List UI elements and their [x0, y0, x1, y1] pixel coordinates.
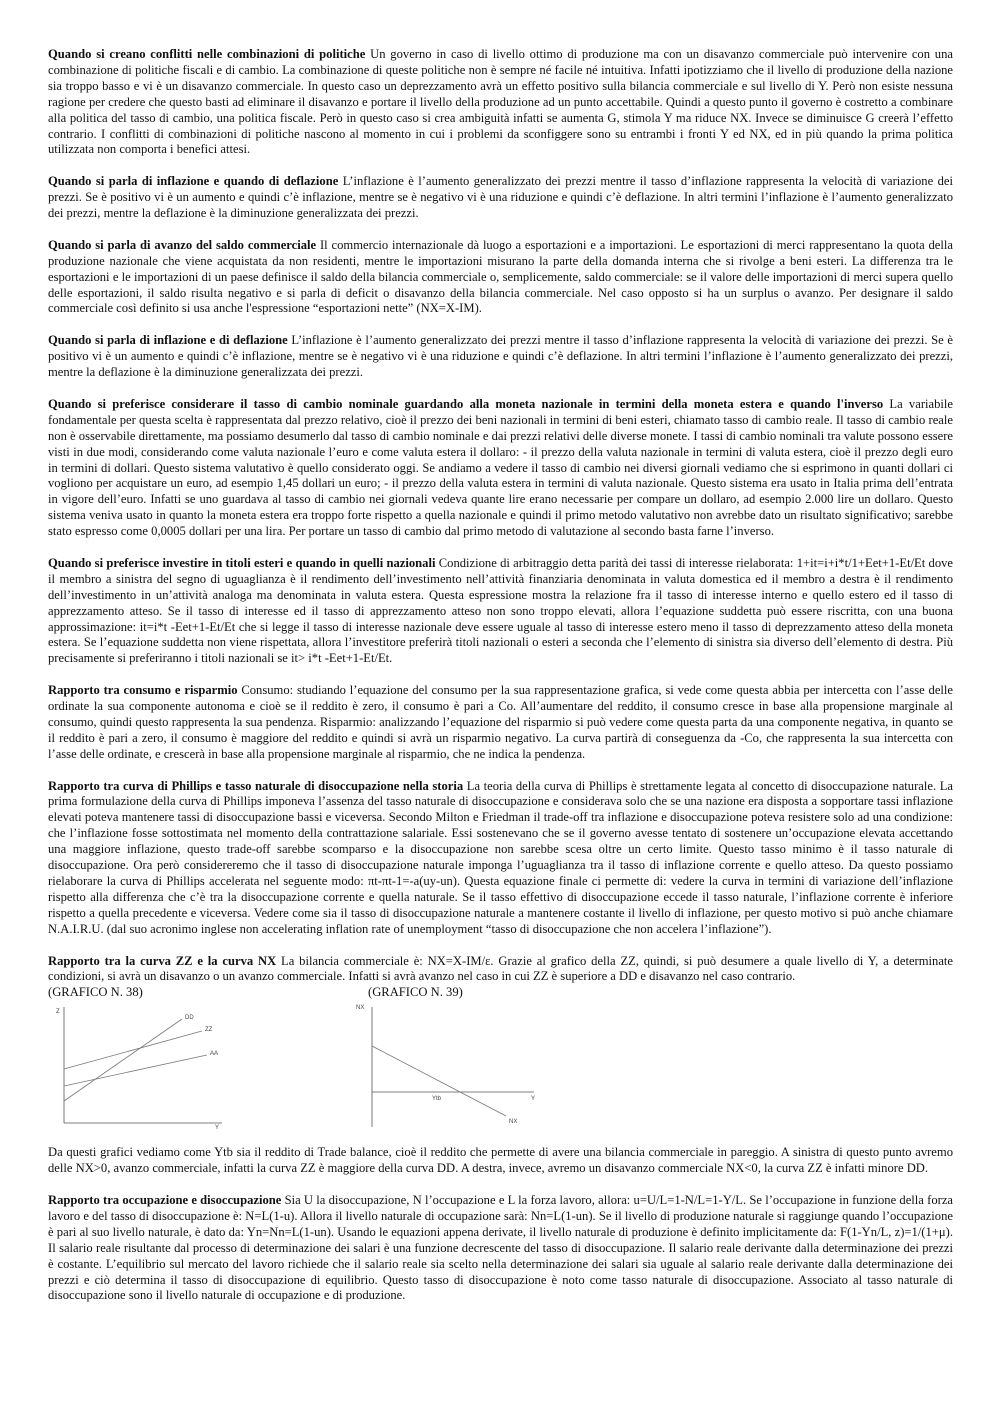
paragraph-inflation-deflation: [48, 174, 953, 222]
paragraph-title: Quando si creano conflitti nelle combinazioni di politiche: [48, 47, 366, 61]
paragraph-title: Quando si preferisce considerare il tasso di cambio nominale guardando alla moneta nazionale in termini della moneta estera e quando l'inverso: [48, 396, 884, 411]
graph-39-y-label: NX: [356, 1005, 365, 1012]
dd-label: DD: [185, 1015, 194, 1022]
aa-label: AA: [210, 1051, 219, 1058]
paragraph-text: Il commercio internazionale dà luogo a esportazioni e a importazioni. Le esportazioni di merci rappresentano la quota della produzione nazionale che viene acquistata da non residenti, mentre le importazioni misurano la parte della domanda interna che si rivolge a beni esteri. La differenza tra le esportazioni e le importazioni di un paese definisce il saldo della bilancia commerciale o, semplicemente, saldo commerciale: se il valore delle importazioni di merci supera quello delle esportazioni, il saldo risulta negativo e si parla di deficit o disavanzo della bilancia commerciale. Nel caso opposto si ha un surplus o avanzo. Per designare il saldo commerciale così definito si usa anche l'espressione “esportazioni nette” (NX=X-IM).: [48, 237, 953, 316]
graphs-row: [48, 1001, 953, 1129]
paragraph-text: La bilancia commerciale è: NX=X-IM/ε. Grazie al grafico della ZZ, quindi, si può desumere a quale livello di Y, a determinate condizioni, si avrà un disavanzo o un avanzo commerciale. Infatti si avrà avanzo nel caso in cui ZZ è superiore a DD e disavanzo nel caso contrario.: [48, 953, 953, 984]
paragraph-inflation-deflation-2: [48, 333, 953, 381]
zz-curve: [64, 1031, 202, 1069]
paragraph-title: Rapporto tra curva di Phillips e tasso naturale di disoccupazione nella storia: [48, 778, 464, 793]
paragraph-trade-surplus: [48, 238, 953, 318]
aa-curve: [64, 1055, 207, 1086]
dd-curve: [64, 1019, 182, 1101]
paragraph-title: Rapporto tra consumo e risparmio: [48, 683, 238, 698]
paragraph-text: Sia U la disoccupazione, N l’occupazione e L la forza lavoro, allora: u=U/L=1-N/L=1-Y/L. Se l’occupazione in funzione della forza lavoro e del tasso di disoccupazione è: N=L(1-u). Allora il livello naturale di occupazione sarà: Nn=L(1-un). Se il livello di produzione naturale si raggiunge quando l’occupazione è pari al suo livello naturale, è dato da: Yn=Nn=L(1-un). Usando le equazioni appena derivate, il livello naturale di produzione è definito implicitamente da: F(1-Yn/L, z)=1/(1+μ). Il salario reale risultante dal processo di determinazione dei salari è una funzione decrescente del tasso di disoccupazione. Il salario reale derivante dalla determinazione dei prezzi è costante. L’equilibrio sul mercato del lavoro richiede che il salario reale sia scelto nella determinazione dei salari sia uguale al salario reale derivante dalla determinazione dei prezzi e ciò determina il tasso di disoccupazione di equilibrio. Questo tasso di disoccupazione è noto come tasso naturale di disoccupazione. Associato al tasso naturale di disoccupazione sono il livello naturale di occupazione e di produzione.: [48, 1193, 953, 1303]
paragraph-title: Quando si preferisce investire in titoli esteri e quando in quelli nazionali: [48, 555, 436, 570]
paragraph-foreign-bonds: [48, 556, 953, 667]
paragraph-text: Un governo in caso di livello ottimo di produzione ma con un disavanzo commerciale può intervenire con una combinazione di politiche fiscali e di cambio. La combinazione di queste politiche non è sempre né facile né intuitiva. Infatti ipotizziamo che il livello di produzione della nazione sia troppo basso e vi è un disavanzo commerciale. In questo caso un deprezzamento avrà un effetto positivo sulla bilancia commerciale e sul livello di Y. Però non esiste nessuna ragione per credere che questo basti ad eliminare il disavanzo e portare il livello della produzione ad un punto accettabile. Quindi a questo punto il governo è costretto a combinare alla politica del tasso di cambio, una politica fiscale. Però in questo caso si crea ambiguità infatti se aumenta G, stimola Y ma riduce NX. Invece se diminuisce G creerà l’effetto contrario. I conflitti di combinazioni di politiche nascono al momento in cui i problemi da sconfiggere sono su entrambi i fronti Y ed NX, ed in più quando la prima politica utilizzata non comporta i benefici attesi.: [48, 47, 953, 157]
paragraph-text: Consumo: studiando l’equazione del consumo per la sua rappresentazione grafica, si vede come questa abbia per intercetta con l’asse delle ordinate la sua componente autonoma e cioè se il reddito è zero, il consumo è pari a Co. All’aumentare del reddito, il consumo cresce in base alla propensione marginale al consumo, quindi questo rappresenta la sua pendenza. Risparmio: analizzando l’equazione del risparmio si può vedere come questa parta da una componente negativa, in quanto se il reddito è pari a zero, il consumo è maggiore del reddito e quindi si avrà un risparmio negativo. La curva partirà di conseguenza da -Co, che rappresenta la sua intercetta con l’asse delle ordinate, e crescerà in base alla propensione marginale al risparmio, che ne indica la pendenza.: [48, 683, 954, 761]
paragraph-text: Condizione di arbitraggio detta parità dei tassi di interesse rielaborata: 1+it=i+i*t/1+Eet+1-Et/Et dove il membro a sinistra del segno di uguaglianza è il rendimento dell’investimento nell’attività finanziaria denominata in valuta domestica ed il membro a destra è il rendimento dell’investimento in un’attività analoga ma denominata in valuta estera. Questa espressione mostra la relazione fra il tasso di interesse interno e quello estero ed il tasso di apprezzamento atteso. Se il tasso di interesse ed il tasso di apprezzamento atteso non sono troppo elevati, allora l’equazione suddetta può essere riscritta, con una buona approssimazione: it=i*t -Eet+1-Et/Et che si legge il tasso di interesse nazionale deve essere uguale al tasso di interesse estero meno il tasso di deprezzamento atteso della moneta estera. Se l’equazione suddetta non viene rispettata, allora l’investitore preferirà titoli nazionali o esteri a seconda che l’elemento di sinistra sia diverso dell’elemento di destra. Più precisamente si preferiranno i titoli nazionali se it> i*t -Eet+1-Et/Et.: [48, 555, 954, 666]
paragraph-text: La variabile fondamentale per questa scelta è rappresentata dal prezzo relativo, cioè il prezzo dei beni nazionali in termini di beni esteri, chiamato tasso di cambio reale. Il tasso di cambio reale non è osservabile direttamente, ma possiamo desumerlo dal tasso di cambio nominale e dai prezzi relativi delle diverse monete. I tassi di cambio nominali tra valute possono essere visti in due modi, considerando come valuta nazionale l’euro e come valuta estera il dollaro: - il prezzo della valuta nazionale in termini di valuta estera, cioè il prezzo degli euro in termini di dollari. Questo sistema valutativo è quello considerato oggi. Se andiamo a vedere il tasso di cambio nei diversi giornali vediamo che si esprimono in quanti dollari ci vogliono per acquistare un euro, ad esempio 1,45 dollari un euro; - il prezzo della valuta estera in termini di valuta nazionale. Questo sistema era usato in Italia prima dell’entrata in vigore dell’euro. Infatti se uno guardava al tasso di cambio nei giornali vedeva quante lire erano necessarie per compare un dollaro, ad esempio 2.000 lire un dollaro. Questo sistema veniva usato in quanto la moneta estera era troppo forte rispetto a quella nazionale e quindi il primo metodo valutativo non avrebbe dato un risultato significativo; sarebbe stato espresso come 0,0005 dollari per una lira. Per portare un tasso di cambio dal primo metodo di valutazione al secondo basta farne l’inverso.: [48, 396, 953, 539]
document-page: [48, 47, 953, 1320]
graph-38-x-label: Y: [215, 1125, 220, 1130]
paragraph-consumption-saving: [48, 683, 953, 763]
zz-label: ZZ: [205, 1027, 213, 1034]
paragraph-text: La teoria della curva di Phillips è strettamente legata al concetto di disoccupazione naturale. La prima formulazione della curva di Phillips imponeva l’assenza del tasso naturale di disoccupazione e considerava solo che se una nazione era disposta a sopportare tassi inflazione elevati poteva mantenere tassi di disoccupazione bassi e viceversa. Secondo Milton e Friedman il trade-off tra inflazione e disoccupazione poteva resistere solo ad una condizione: che l’inflazione fosse sottostimata nel momento della contrattazione salariale. Essi sostenevano che se il governo avesse tentato di sostenere un’occupazione elevata accettando una maggiore inflazione, questo trade-off sarebbe scomparso e la disoccupazione non sarebbe scesa oltre un certo limite. Questo tasso minimo è il tasso naturale di disoccupazione. Ora però considereremo che il tasso di disoccupazione naturale imponga l’uguaglianza tra il tasso di inflazione corrente e quello atteso. Da questo possiamo rielaborare la curva di Phillips accelerata nel seguente modo: πt-πt-1=-a(uy-un). Questa equazione finale ci permette di: vedere la curva in termini di variazione dell’inflazione rispetto alla differenza che c’è tra la disoccupazione corrente e quella naturale. Se il tasso effettivo di disoccupazione eccede il tasso naturale, l’inflazione corrente è inferiore rispetto a quella precedente e viceversa. Vedere come sia il tasso di disoccupazione naturale a mantenere costante il livello di inflazione, per questo motivo si può anche chiamare N.A.I.R.U. (dal suo acronimo inglese non accelerating inflation rate of unemployment “tasso di disoccupazione che non accelera l’inflazione”).: [48, 778, 953, 936]
paragraph-trade-balance-income: Da questi grafici vediamo come Ytb sia il reddito di Trade balance, cioè il reddito che permette di avere una bilancia commerciale in pareggio. A sinistra di questo punto avremo delle NX>0, avanzo commerciale, infatti la curva ZZ è maggiore della curva DD. A destra, invece, avremo un disavanzo commerciale NX<0, la curva ZZ è infatti minore DD.: [48, 1145, 953, 1176]
paragraph-zz-nx: [48, 954, 953, 986]
ytb-label: Ytb: [432, 1096, 442, 1103]
paragraph-phillips-curve: [48, 779, 953, 938]
paragraph-text: L’inflazione è l’aumento generalizzato dei prezzi mentre il tasso d’inflazione rappresenta la velocità di variazione dei prezzi. Se è positivo vi è un aumento e quindi c’è inflazione, mentre se è negativo vi è una riduzione e quindi c’è deflazione. In altri termini l’inflazione è l’aumento generalizzato dei prezzi, mentre la deflazione è la diminuzione generalizzata dei prezzi.: [48, 333, 953, 380]
graph-38-y-label: Z: [56, 1009, 60, 1016]
paragraph-title: Quando si parla di inflazione e di deflazione: [48, 333, 288, 348]
graph-38-caption: (GRAFICO N. 38): [48, 985, 143, 1000]
paragraph-policy-conflicts: [48, 47, 953, 158]
graph-39-x-label: Y: [531, 1096, 536, 1103]
nx-curve-label: NX: [509, 1119, 518, 1126]
paragraph-title: Rapporto tra la curva ZZ e la curva NX: [48, 953, 277, 968]
paragraph-title: Quando si parla di avanzo del saldo commerciale: [48, 237, 317, 252]
paragraph-exchange-rate: [48, 397, 953, 540]
graph-39-caption: (GRAFICO N. 39): [368, 985, 463, 1000]
paragraph-title: Rapporto tra occupazione e disoccupazione: [48, 1193, 282, 1208]
graph-39: [348, 1001, 548, 1129]
paragraph-text: L’inflazione è l’aumento generalizzato dei prezzi mentre il tasso d’inflazione rappresenta la velocità di variazione dei prezzi. Se è positivo vi è un aumento e quindi c’è inflazione, mentre se è negativo vi è una riduzione e quindi c’è deflazione. In altri termini l’inflazione è l’aumento generalizzato dei prezzi, mentre la deflazione è la diminuzione generalizzata dei prezzi.: [48, 174, 954, 221]
paragraph-employment: [48, 1193, 953, 1304]
paragraph-title: Quando si parla di inflazione e quando di deflazione: [48, 174, 339, 189]
graph-38: [52, 1001, 228, 1129]
graph-captions: [48, 985, 953, 1001]
nx-curve: [372, 1046, 506, 1116]
